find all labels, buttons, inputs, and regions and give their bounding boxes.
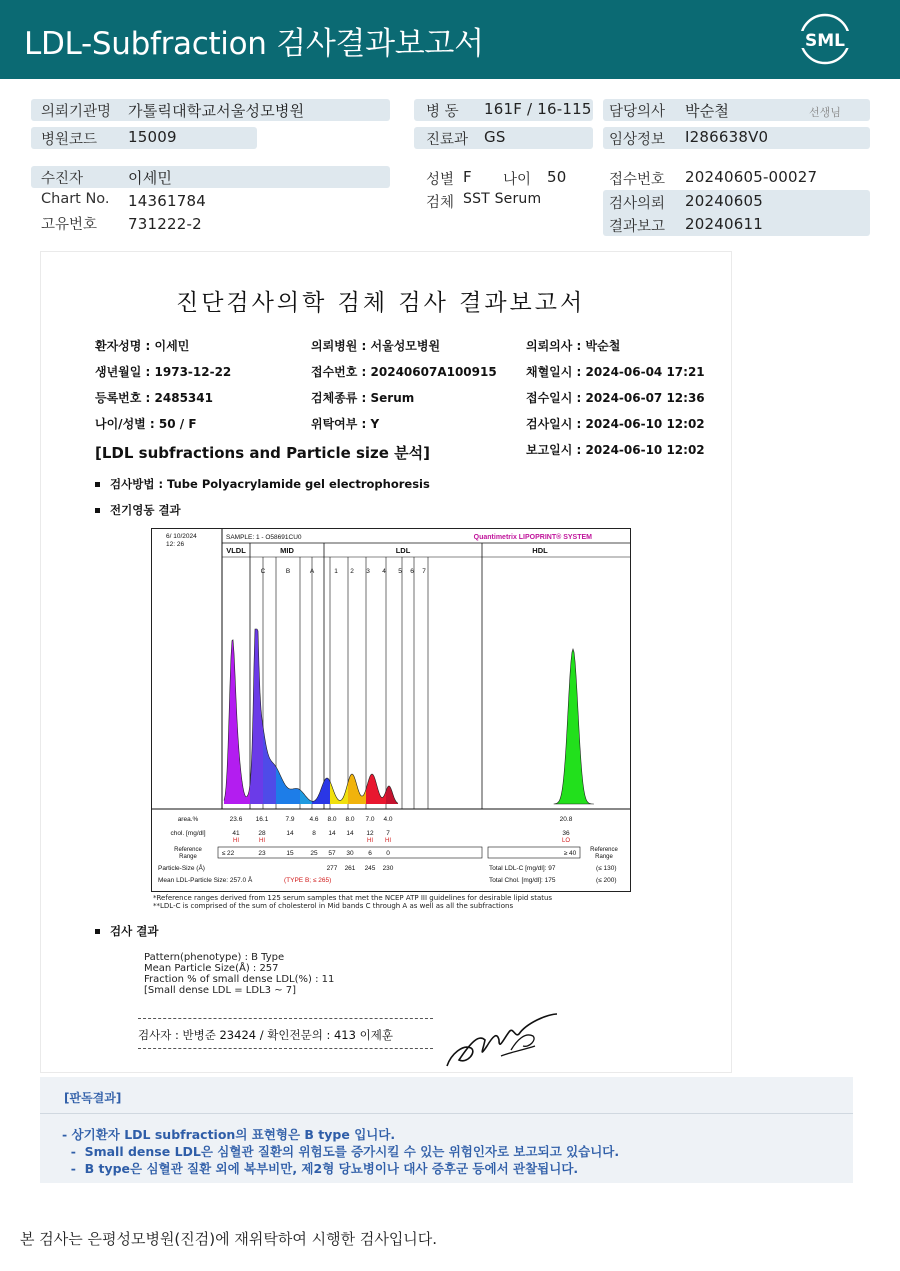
ref-value: 23 <box>258 850 266 857</box>
clinical-info: I286638V0 <box>685 128 769 146</box>
scan-field: 의뢰병원 : 서울성모병원 <box>311 339 441 353</box>
chart-brand: Quantimetrix LIPOPRINT® SYSTEM <box>473 534 592 541</box>
band-label: 2 <box>350 568 354 575</box>
total-ldl: Total LDL-C [mg/dl]: 97 <box>489 865 556 872</box>
scan-field: 접수번호 : 20240607A100915 <box>311 365 497 379</box>
request-date: 20240605 <box>685 192 763 210</box>
patient-label: 수진자 <box>41 171 84 187</box>
uid-label: 고유번호 <box>41 217 98 233</box>
requesting-org: 가톨릭대학교서울성모병원 <box>128 102 305 120</box>
dept-label: 진료과 <box>426 132 469 148</box>
receipt-label: 접수번호 <box>609 172 666 188</box>
opinion-line: - B type은 심혈관 질환 외에 복부비만, 제2형 당뇨병이나 대사 증후군 등에서 관찰됩니다. <box>62 1161 579 1176</box>
doctor-suffix: 선생님 <box>809 106 841 119</box>
ref-value: 0 <box>386 850 390 857</box>
ref-label-2: Range <box>179 854 197 860</box>
ward-label: 병 동 <box>426 104 459 120</box>
band-label: 3 <box>366 568 370 575</box>
total-ldl-ref: (≤ 130) <box>596 865 617 872</box>
signature-icon <box>441 1010 561 1072</box>
scanned-report <box>41 252 731 1072</box>
method-line: 검사방법 : Tube Polyacrylamide gel electrophoresis <box>95 476 430 492</box>
sex: F <box>463 168 472 186</box>
mean-label: Mean LDL-Particle Size: 257.0 Å <box>158 877 253 884</box>
ref-label-right-1: Reference <box>590 847 618 853</box>
electro-heading: 전기영동 결과 <box>95 502 181 518</box>
uid: 731222-2 <box>128 215 202 233</box>
scan-title: 진단검사의학 검체 검사 결과보고서 <box>176 290 586 316</box>
ref-value: 57 <box>328 850 336 857</box>
chart-sample: SAMPLE: 1 - O58691CU0 <box>226 534 302 541</box>
mean-type: (TYPE B; ≤ 265) <box>284 877 332 884</box>
band-label: C <box>260 568 266 575</box>
chart-label: Chart No. <box>41 191 110 207</box>
ref-value: 6 <box>368 850 372 857</box>
particle-value: 261 <box>344 865 356 872</box>
chart-time: 12: 26 <box>166 541 185 548</box>
chol-value: 36 <box>562 830 570 837</box>
ref-value: 30 <box>346 850 354 857</box>
ref-value: ≥ 40 <box>563 850 577 857</box>
footer-note: 본 검사는 은평성모병원(진검)에 재위탁하여 시행한 검사입니다. <box>20 1230 438 1248</box>
result-line: [Small dense LDL = LDL3 ~ 7] <box>144 985 297 996</box>
specimen: SST Serum <box>463 191 542 207</box>
curve-segment <box>312 778 330 804</box>
group-label-ldl: LDL <box>395 546 411 555</box>
scan-field: 검체종류 : Serum <box>311 391 415 405</box>
opinion-title: [판독결과] <box>64 1091 122 1105</box>
flag-value: HI <box>367 838 373 844</box>
chart-number: 14361784 <box>128 192 206 210</box>
ref-label-right-2: Range <box>595 854 613 860</box>
sex-label: 성별 <box>426 172 455 188</box>
area-value: 20.8 <box>559 816 573 823</box>
area-value: 7.9 <box>285 816 295 823</box>
scan-field: 접수일시 : 2024-06-07 12:36 <box>526 391 705 405</box>
ward: 161F / 16-115 <box>484 100 592 118</box>
particle-value: 277 <box>326 865 338 872</box>
curve-segment <box>250 629 263 804</box>
requesting-org-label: 의뢰기관명 <box>41 104 112 120</box>
ref-value: 25 <box>310 850 318 857</box>
hdl-peak <box>554 649 594 804</box>
curve-segment <box>348 774 366 804</box>
electrophoresis-chart <box>151 528 631 892</box>
scan-subtitle: [LDL subfractions and Particle size 분석] <box>95 444 431 462</box>
scan-field: 나이/성별 : 50 / F <box>95 417 197 431</box>
request-label: 검사의뢰 <box>609 196 666 212</box>
report-title: LDL-Subfraction 검사결과보고서 <box>24 26 484 62</box>
band-label: 6 <box>410 568 414 575</box>
header-bar <box>0 0 900 79</box>
opinion-line: - 상기환자 LDL subfraction의 표현형은 B type 입니다. <box>62 1127 396 1142</box>
opinion-line: - Small dense LDL은 심혈관 질환의 위험도를 증가시킬 수 있는 위험인자로 보고되고 있습니다. <box>62 1144 620 1159</box>
result-heading: 검사 결과 <box>95 923 158 939</box>
ref-value: 15 <box>286 850 294 857</box>
group-label-vldl: VLDL <box>226 546 246 555</box>
area-value: 8.0 <box>345 816 355 823</box>
report-time: 보고일시 : 2024-06-10 12:02 <box>526 443 705 457</box>
group-label-hdl: HDL <box>532 546 548 555</box>
electrophoresis-svg <box>152 529 630 891</box>
result-line: Fraction % of small dense LDL(%) : 11 <box>144 974 335 985</box>
flag-value: HI <box>385 838 391 844</box>
chol-value: 8 <box>312 830 316 837</box>
chol-label: chol. [mg/dl] <box>170 830 206 837</box>
age: 50 <box>547 168 567 186</box>
note-1: *Reference ranges derived from 125 serum samples that met the NCEP ATP III guidelines for desirable lipid status <box>153 894 553 902</box>
area-label: area.% <box>177 816 199 823</box>
scan-field: 생년월일 : 1973-12-22 <box>95 365 232 379</box>
note-2: **LDL-C is comprised of the sum of cholesterol in Mid bands C through A as well as all the subfractions <box>153 902 514 910</box>
clinical-label: 임상정보 <box>609 132 666 148</box>
signer-line: 검사자 : 반병준 23424 / 확인전문의 : 413 이제훈 <box>138 1028 393 1042</box>
particle-value: 245 <box>364 865 376 872</box>
chol-value: 28 <box>258 830 266 837</box>
particle-value: 230 <box>382 865 394 872</box>
band-label: 7 <box>422 568 426 575</box>
scan-field: 검사일시 : 2024-06-10 12:02 <box>526 417 705 431</box>
curve-segment <box>276 767 300 804</box>
band-label: 4 <box>382 568 386 575</box>
patient-name: 이세민 <box>128 169 173 187</box>
result-line: Mean Particle Size(Å) : 257 <box>144 963 279 974</box>
sml-logo-icon <box>796 12 854 66</box>
chol-value: 41 <box>232 830 240 837</box>
flag-value: HI <box>233 838 239 844</box>
area-value: 8.0 <box>327 816 337 823</box>
receipt-number: 20240605-00027 <box>685 168 818 186</box>
area-value: 4.0 <box>383 816 393 823</box>
band-label: B <box>285 568 291 575</box>
scan-field: 채혈일시 : 2024-06-04 17:21 <box>526 365 705 379</box>
scan-field: 위탁여부 : Y <box>311 417 380 431</box>
chol-value: 7 <box>386 830 390 837</box>
area-value: 4.6 <box>309 816 319 823</box>
svg-text:SML: SML <box>805 31 845 51</box>
band-label: A <box>309 568 315 575</box>
report-date: 20240611 <box>685 215 763 233</box>
dept: GS <box>484 128 506 146</box>
area-value: 7.0 <box>365 816 375 823</box>
band-label: 1 <box>334 568 338 575</box>
chol-value: 14 <box>286 830 294 837</box>
chol-value: 14 <box>346 830 354 837</box>
total-chol-ref: (≤ 200) <box>596 877 617 884</box>
opinion-box <box>40 1077 853 1183</box>
area-value: 16.1 <box>255 816 269 823</box>
report-label: 결과보고 <box>609 219 666 235</box>
ref-label-1: Reference <box>174 847 202 853</box>
flag-value: LO <box>561 838 571 844</box>
specimen-label: 검체 <box>426 195 455 211</box>
band-label: 5 <box>398 568 402 575</box>
chol-value: 12 <box>366 830 374 837</box>
result-line: Pattern(phenotype) : B Type <box>144 952 285 963</box>
hospital-code-label: 병원코드 <box>41 132 98 148</box>
doctor-label: 담당의사 <box>609 104 666 120</box>
scan-field: 환자성명 : 이세민 <box>95 339 190 353</box>
scan-field: 의뢰의사 : 박순철 <box>526 339 621 353</box>
group-label-mid: MID <box>280 546 294 555</box>
chol-value: 14 <box>328 830 336 837</box>
total-chol: Total Chol. [mg/dl]: 175 <box>489 877 556 884</box>
chart-date: 6/ 10/2024 <box>166 533 197 540</box>
ref-value: ≤ 22 <box>221 850 235 857</box>
doctor: 박순철 <box>685 102 730 120</box>
particle-label: Particle-Size (Å) <box>158 865 205 872</box>
age-label: 나이 <box>503 172 532 188</box>
flag-value: HI <box>259 838 265 844</box>
hospital-code: 15009 <box>128 128 177 146</box>
scan-field: 등록번호 : 2485341 <box>95 391 213 405</box>
area-value: 23.6 <box>229 816 243 823</box>
